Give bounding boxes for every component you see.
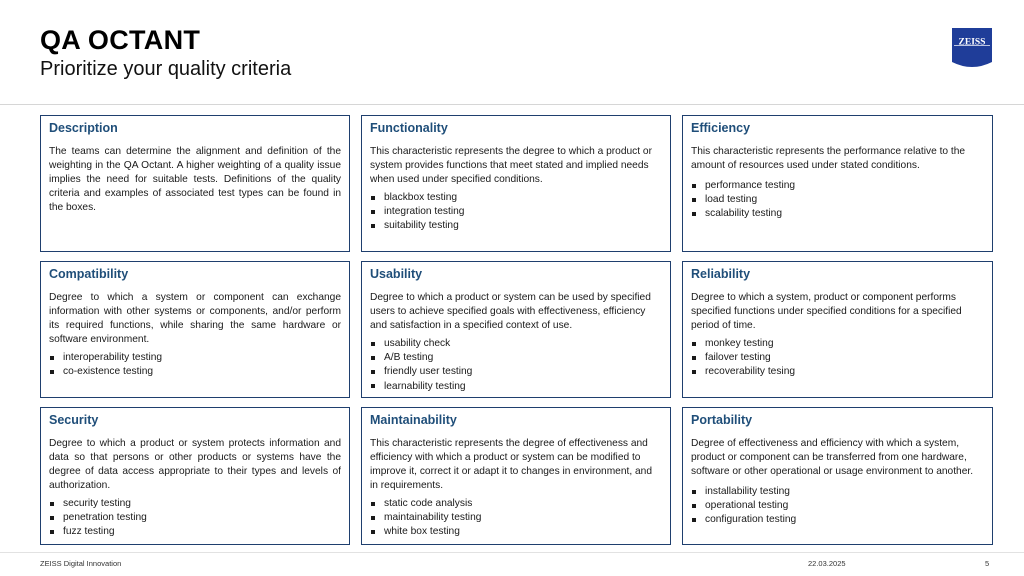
slide-title: QA OCTANT bbox=[40, 25, 201, 55]
test-type-item: penetration testing bbox=[49, 511, 341, 525]
box-title: Usability bbox=[370, 267, 423, 281]
box-title: Maintainability bbox=[370, 413, 457, 427]
box-title: Functionality bbox=[370, 121, 448, 135]
footer-divider bbox=[0, 552, 1024, 553]
test-list bbox=[691, 485, 984, 528]
box-title: Efficiency bbox=[691, 121, 751, 135]
test-list bbox=[370, 497, 662, 540]
criteria-grid bbox=[40, 115, 993, 545]
test-type-item: static code analysis bbox=[370, 497, 662, 511]
box-title: Security bbox=[49, 413, 99, 427]
box-text: Degree of effectiveness and efficiency with which a system, product or component can be transferred from one hardware, software or other operational or usage environment to another. bbox=[691, 438, 974, 477]
footer-date: 22.03.2025 bbox=[808, 559, 846, 568]
test-type-item: configuration testing bbox=[691, 513, 984, 527]
box-usability bbox=[361, 261, 671, 398]
test-type-item: learnability testing bbox=[370, 380, 662, 394]
test-type-item: interoperability testing bbox=[49, 351, 341, 365]
box-security bbox=[40, 407, 350, 545]
test-type-item: suitability testing bbox=[370, 219, 662, 233]
test-type-item: monkey testing bbox=[691, 337, 984, 351]
box-text: Degree to which a system, product or component performs specified functions under specified conditions for a specified period of time. bbox=[691, 292, 962, 331]
test-type-item: performance testing bbox=[691, 179, 984, 193]
box-description bbox=[40, 115, 350, 252]
slide-subtitle: Prioritize your quality criteria bbox=[40, 58, 292, 80]
box-text: Degree to which a product or system protects information and data so that persons or other products or systems have the degree of data access appropriate to their types and levels of authorization. bbox=[49, 438, 341, 491]
test-type-item: white box testing bbox=[370, 525, 662, 539]
test-type-item: friendly user testing bbox=[370, 365, 662, 379]
box-text: This characteristic represents the performance relative to the amount of resources used under stated conditions. bbox=[691, 146, 966, 171]
box-title: Compatibility bbox=[49, 267, 129, 281]
test-type-item: recoverability tesing bbox=[691, 365, 984, 379]
box-reliability bbox=[682, 261, 993, 398]
zeiss-logo-text: ZEISS bbox=[958, 37, 986, 48]
slide-header bbox=[0, 0, 1024, 105]
box-title: Description bbox=[49, 121, 118, 135]
zeiss-logo-shape bbox=[952, 28, 992, 67]
box-text: Degree to which a product or system can be used by specified users to achieve specified goals with effectiveness, efficiency and satisfaction in a specified context of use. bbox=[370, 292, 651, 331]
box-maintainability bbox=[361, 407, 671, 545]
footer-org: ZEISS Digital Innovation bbox=[40, 559, 122, 568]
box-portability bbox=[682, 407, 993, 545]
test-type-item: fuzz testing bbox=[49, 525, 341, 539]
test-list bbox=[370, 337, 662, 394]
test-type-item: scalability testing bbox=[691, 207, 984, 221]
test-list bbox=[49, 351, 341, 379]
test-type-item: A/B testing bbox=[370, 351, 662, 365]
test-type-item: failover testing bbox=[691, 351, 984, 365]
box-title: Reliability bbox=[691, 267, 751, 281]
box-compatibility bbox=[40, 261, 350, 398]
box-text: Degree to which a system or component can exchange information with other systems or components, and/or perform its required functions, while sharing the same hardware or software environment. bbox=[49, 292, 341, 345]
box-title: Portability bbox=[691, 413, 753, 427]
box-efficiency bbox=[682, 115, 993, 252]
box-text: This characteristic represents the degree of effectiveness and efficiency with which a product or system can be modified to improve it, correct it or adapt it to changes in environment, and in requirements. bbox=[370, 438, 652, 491]
test-type-item: security testing bbox=[49, 497, 341, 511]
test-type-item: load testing bbox=[691, 193, 984, 207]
test-type-item: co-existence testing bbox=[49, 365, 341, 379]
test-list bbox=[49, 497, 341, 540]
test-type-item: integration testing bbox=[370, 205, 662, 219]
header-divider bbox=[0, 104, 1024, 105]
zeiss-logo bbox=[952, 28, 992, 68]
test-list bbox=[691, 179, 984, 222]
test-type-item: operational testing bbox=[691, 499, 984, 513]
box-text: The teams can determine the alignment and definition of the weighting in the QA Octant. A higher weighting of a quality issue implies the need for suitable tests. Definitions of the quality criteria and examples of associated test types can be found in the boxes. bbox=[49, 146, 341, 213]
box-text: This characteristic represents the degree to which a product or system provides functions that meet stated and implied needs when used under specified conditions. bbox=[370, 146, 652, 185]
test-type-item: maintainability testing bbox=[370, 511, 662, 525]
test-type-item: installability testing bbox=[691, 485, 984, 499]
test-type-item: usability check bbox=[370, 337, 662, 351]
test-type-item: blackbox testing bbox=[370, 191, 662, 205]
footer-page-number: 5 bbox=[985, 559, 990, 568]
test-list bbox=[370, 191, 662, 234]
box-functionality bbox=[361, 115, 671, 252]
test-list bbox=[691, 337, 984, 380]
